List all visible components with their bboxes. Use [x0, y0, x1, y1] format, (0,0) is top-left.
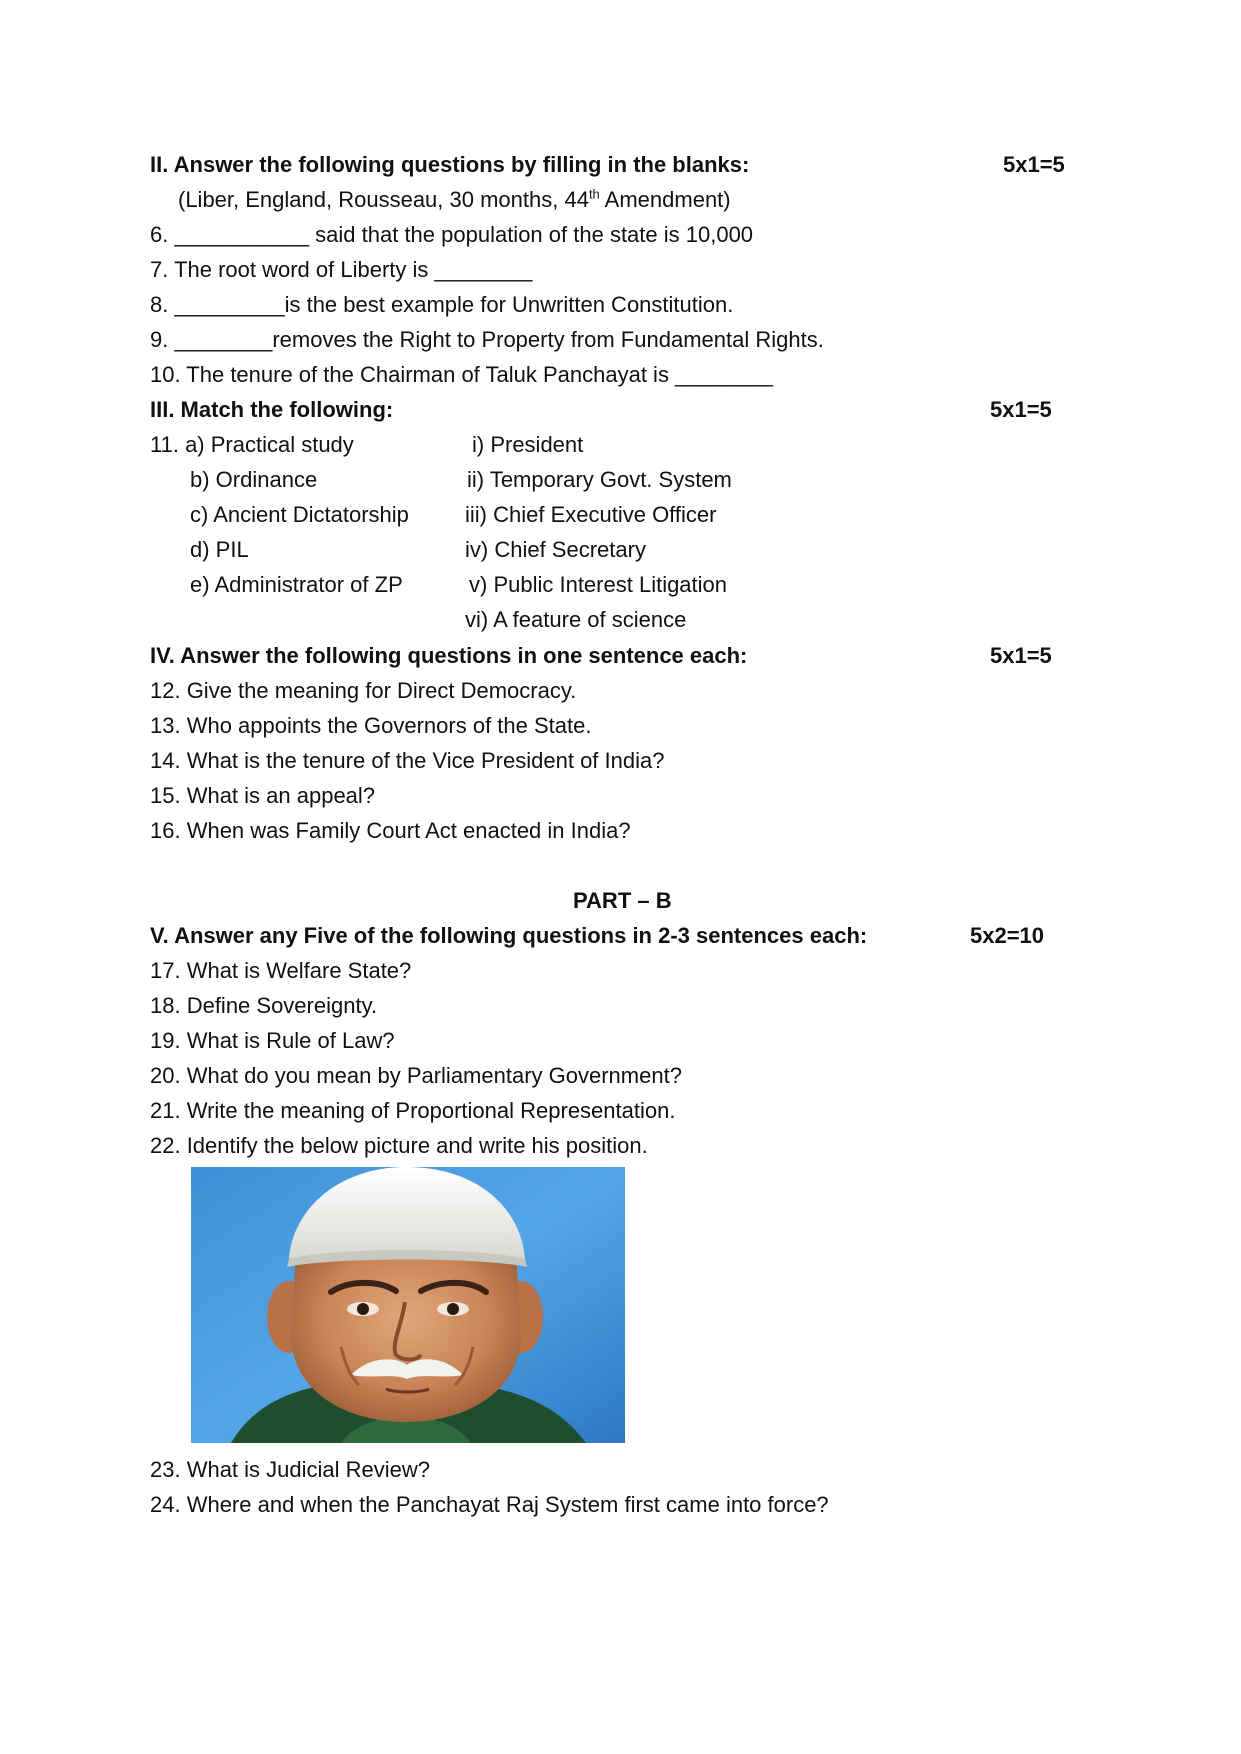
question-19: 19. What is Rule of Law?: [150, 1028, 395, 1053]
question-21: 21. Write the meaning of Proportional Representation.: [150, 1098, 676, 1123]
question-17: 17. What is Welfare State?: [150, 958, 412, 983]
match-left-b: b) Ordinance: [190, 467, 318, 492]
match-right-iii: iii) Chief Executive Officer: [465, 502, 717, 527]
section-3-heading: III. Match the following:: [150, 397, 394, 422]
question-16: 16. When was Family Court Act enacted in India?: [150, 818, 631, 843]
question-18: 18. Define Sovereignty.: [150, 993, 378, 1018]
question-10: 10. The tenure of the Chairman of Taluk Panchayat is ________: [150, 362, 773, 387]
part-b-title: PART – B: [573, 888, 672, 913]
match-right-i: i) President: [472, 432, 584, 457]
question-7: 7. The root word of Liberty is ________: [150, 257, 533, 282]
section-5-marks: 5x2=10: [970, 923, 1045, 948]
section-3-marks: 5x1=5: [990, 397, 1052, 422]
question-23: 23. What is Judicial Review?: [150, 1457, 431, 1482]
question-9: 9. ________removes the Right to Property from Fundamental Rights.: [150, 327, 824, 352]
match-right-iv: iv) Chief Secretary: [465, 537, 646, 562]
match-right-v: v) Public Interest Litigation: [469, 572, 728, 597]
portrait-image: [191, 1167, 625, 1443]
match-left-c: c) Ancient Dictatorship: [190, 502, 409, 527]
section-4-heading: IV. Answer the following questions in one sentence each:: [150, 643, 748, 668]
match-left-d: d) PIL: [190, 537, 249, 562]
question-20: 20. What do you mean by Parliamentary Government?: [150, 1063, 682, 1088]
question-13: 13. Who appoints the Governors of the State.: [150, 713, 592, 738]
fill-blank-options: (Liber, England, Rousseau, 30 months, 44th Amendment): [178, 186, 731, 212]
question-6: 6. ___________ said that the population of the state is 10,000: [150, 222, 754, 247]
question-14: 14. What is the tenure of the Vice President of India?: [150, 748, 665, 773]
match-left-a: 11. a) Practical study: [150, 432, 354, 457]
question-12: 12. Give the meaning for Direct Democracy.: [150, 678, 577, 703]
match-left-e: e) Administrator of ZP: [190, 572, 403, 597]
question-22: 22. Identify the below picture and write his position.: [150, 1133, 648, 1158]
match-right-ii: ii) Temporary Govt. System: [467, 467, 732, 492]
section-5-heading: V. Answer any Five of the following questions in 2-3 sentences each:: [150, 923, 868, 948]
question-24: 24. Where and when the Panchayat Raj System first came into force?: [150, 1492, 829, 1517]
section-2-marks: 5x1=5: [1003, 152, 1065, 177]
match-right-vi: vi) A feature of science: [465, 607, 687, 632]
question-8: 8. _________is the best example for Unwritten Constitution.: [150, 292, 734, 317]
section-2-heading: II. Answer the following questions by filling in the blanks:: [150, 152, 750, 177]
section-4-marks: 5x1=5: [990, 643, 1052, 668]
question-15: 15. What is an appeal?: [150, 783, 376, 808]
